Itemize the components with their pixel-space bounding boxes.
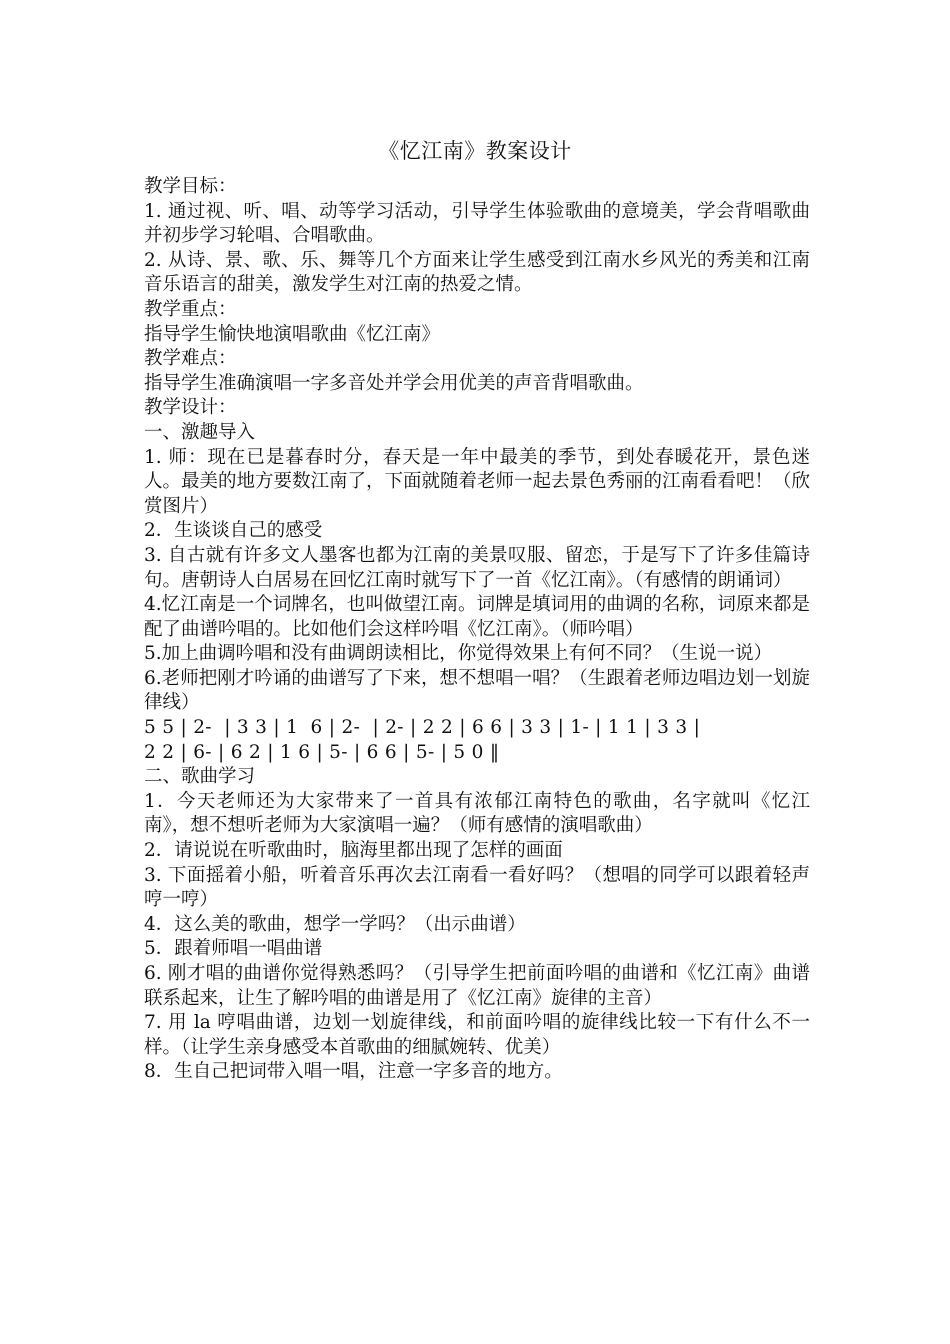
song-step-7: 7. 用 la 哼唱曲谱，边划一划旋律线，和前面吟唱的旋律线比较一下有什么不一样。（让学生亲身感受本首歌曲的细腻婉转、优美）	[144, 1012, 810, 1058]
song-step-2: 2．请说说在听歌曲时，脑海里都出现了怎样的画面	[144, 840, 563, 862]
key-point-text: 指导学生愉快地演唱歌曲《忆江南》	[144, 323, 441, 345]
subsection-heading-song-learning: 二、歌曲学习	[144, 766, 256, 788]
section-heading-difficulties: 教学难点：	[144, 348, 237, 370]
objective-2: 2. 从诗、景、歌、乐、舞等几个方面来让学生感受到江南水乡风光的秀美和江南音乐语言的甜美，激发学生对江南的热爱之情。	[144, 249, 810, 296]
intro-step-4: 4.忆江南是一个词牌名，也叫做望江南。词牌是填词用的曲调的名称，词原来都是配了曲谱吟唱的。比如他们会这样吟唱《忆江南》。（师吟唱）	[144, 594, 810, 640]
section-heading-key-points: 教学重点：	[144, 298, 237, 320]
objective-1: 1. 通过视、听、唱、动等学习活动，引导学生体验歌曲的意境美，学会背唱歌曲并初步学习轮唱、合唱歌曲。	[144, 200, 810, 247]
song-step-4: 4．这么美的歌曲，想学一学吗？（出示曲谱）	[144, 913, 526, 935]
song-step-8: 8．生自己把词带入唱一唱，注意一字多音的地方。	[144, 1061, 563, 1083]
intro-step-6: 6.老师把刚才吟诵的曲谱写了下来，想不想唱一唱？（生跟着老师边唱边划一划旋律线）	[144, 667, 810, 714]
intro-step-2: 2．生谈谈自己的感受	[144, 520, 323, 542]
song-step-6: 6. 刚才唱的曲谱你觉得熟悉吗？（引导学生把前面吟唱的曲谱和《忆江南》曲谱联系起来，让生了解吟唱的曲谱是用了《忆江南》旋律的主音）	[144, 963, 810, 1009]
intro-step-3: 3. 自古就有许多文人墨客也都为江南的美景叹服、留恋，于是写下了许多佳篇诗句。唐朝诗人白居易在回忆江南时就写下了一首《忆江南》。（有感情的朗诵词）	[144, 544, 810, 591]
music-score-line-2: 2 2 | 6- | 6 2 | 1 6 | 5- | 6 6 | 5- | 5 0 ‖	[144, 741, 500, 763]
section-heading-design: 教学设计：	[144, 397, 237, 419]
subsection-heading-intro: 一、激趣导入	[144, 421, 256, 443]
section-heading-objectives: 教学目标：	[144, 176, 237, 197]
document-title: 《忆江南》教案设计	[378, 139, 572, 163]
song-step-5: 5．跟着师唱一唱曲谱	[144, 938, 323, 960]
song-step-3: 3. 下面摇着小船，听着音乐再次去江南看一看好吗？（想唱的同学可以跟着轻声哼一哼）	[144, 864, 810, 911]
document-body	[144, 175, 810, 1085]
music-score-line-1: 5 5 | 2- | 3 3 | 1 6 | 2- | 2- | 2 2 | 6 6 | 3 3 | 1- | 1 1 | 3 3 |	[144, 717, 701, 739]
difficulty-text: 指导学生准确演唱一字多音处并学会用优美的声音背唱歌曲。	[144, 372, 644, 394]
intro-step-5: 5.加上曲调吟唱和没有曲调朗读相比，你觉得效果上有何不同？（生说一说）	[144, 643, 773, 665]
intro-step-1: 1. 师：现在已是暮春时分，春天是一年中最美的季节，到处春暖花开，景色迷人。最美的地方要数江南了，下面就随着老师一起去景色秀丽的江南看看吧！（欣赏图片）	[144, 446, 811, 517]
song-step-1: 1．今天老师还为大家带来了一首具有浓郁江南特色的歌曲，名字就叫《忆江南》，想不想听老师为大家演唱一遍？（师有感情的演唱歌曲）	[144, 790, 810, 837]
